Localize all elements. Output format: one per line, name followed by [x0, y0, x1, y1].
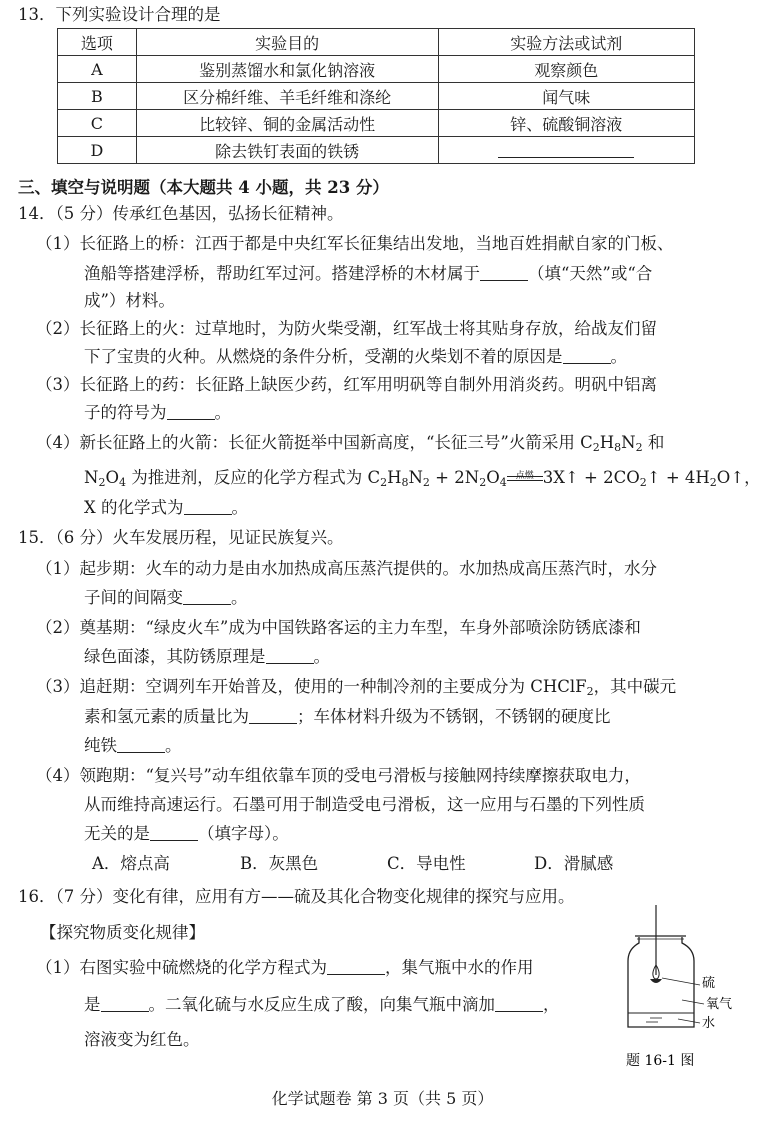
q15-option-b: B．灰黑色 — [240, 854, 319, 873]
q16-p1-line3: 溶液变为红色。 — [84, 1030, 200, 1049]
text: N — [408, 468, 423, 487]
answer-blank — [183, 588, 231, 605]
text: 子间的间隔变 — [84, 588, 183, 607]
text: 3X↑ + 2CO — [542, 468, 640, 487]
answer-blank — [117, 736, 165, 753]
subscript: 2 — [422, 476, 430, 489]
text: 绿色面漆，其防锈原理是 — [84, 647, 266, 666]
cell-option: D — [58, 137, 137, 164]
answer-blank — [101, 995, 149, 1012]
q13-table — [57, 28, 695, 164]
text: N — [621, 433, 636, 452]
subscript: 4 — [499, 476, 507, 489]
cell-option: C — [58, 110, 137, 137]
text: ， — [543, 995, 560, 1014]
pointer-line — [682, 1000, 704, 1004]
text: 。 — [610, 347, 627, 366]
q14-p2-line2 — [84, 345, 627, 369]
q15-p1-line2 — [84, 586, 248, 610]
text: 和 — [642, 433, 665, 452]
text: 。 — [231, 588, 248, 607]
cell-method — [438, 137, 694, 164]
subscript: 2 — [592, 441, 600, 454]
text: O↑， — [716, 468, 761, 487]
cell-purpose: 除去铁钉表面的铁锈 — [136, 137, 438, 164]
text: ↑ + 4H — [646, 468, 710, 487]
text: O — [486, 468, 500, 487]
text: 下了宝贵的火种。从燃烧的条件分析，受潮的火柴划不着的原因是 — [84, 347, 563, 366]
answer-blank — [167, 403, 215, 420]
cell-option: B — [58, 83, 137, 110]
q14-p1-line2 — [84, 262, 652, 286]
section-title: 三、填空与说明题（本大题共 4 小题，共 23 分） — [18, 178, 389, 197]
q16-p1-line1 — [36, 956, 534, 980]
q15-option-c: C．导电性 — [387, 854, 466, 873]
text: 素和氢元素的质量比为 — [84, 707, 249, 726]
text: 。二氧化硫与水反应生成了酸，向集气瓶中滴加 — [148, 995, 495, 1014]
subscript: 2 — [639, 476, 647, 489]
text: （1）右图实验中硫燃烧的化学方程式为 — [36, 958, 327, 977]
subscript: 2 — [635, 441, 643, 454]
text: 渔船等搭建浮桥，帮助红军过河。搭建浮桥的木材属于 — [84, 264, 480, 283]
subscript: 2 — [479, 476, 487, 489]
q15-stem: 15．（6 分）火车发展历程，见证民族复兴。 — [18, 528, 344, 547]
table-row — [58, 137, 695, 164]
subscript: 8 — [614, 441, 622, 454]
cell-method: 观察颜色 — [438, 56, 694, 83]
q15-option-a: A．熔点高 — [92, 854, 170, 873]
text: + 2N — [429, 468, 480, 487]
q14-p4-line2 — [84, 466, 761, 490]
figure-caption: 题 16-1 图 — [626, 1053, 695, 1069]
answer-blank — [498, 141, 634, 158]
q16-heading: 【探究物质变化规律】 — [40, 923, 205, 942]
figure-16-1 — [612, 905, 762, 1075]
page-footer: 化学试题卷 第 3 页（共 5 页） — [271, 1089, 494, 1108]
text: 。 — [165, 736, 182, 755]
text: O — [105, 468, 119, 487]
text: 。 — [313, 647, 330, 666]
subscript: 2 — [380, 476, 388, 489]
q14-stem: 14．（5 分）传承红色基因，弘扬长征精神。 — [18, 204, 344, 223]
answer-blank — [150, 824, 198, 841]
q13-stem: 13．下列实验设计合理的是 — [18, 5, 221, 24]
q15-p3-line1 — [36, 675, 676, 699]
text: 纯铁 — [84, 736, 117, 755]
table-row — [58, 56, 695, 83]
text: 子的符号为 — [84, 403, 167, 422]
q15-p2-line2 — [84, 645, 330, 669]
q16-p1-line2 — [84, 993, 560, 1017]
answer-blank — [495, 995, 543, 1012]
text: H — [599, 433, 615, 452]
text: ，集气瓶中水的作用 — [385, 958, 534, 977]
q15-option-d: D．滑腻感 — [534, 854, 614, 873]
subscript: 2 — [586, 685, 594, 698]
text: 。 — [231, 498, 248, 517]
text: （填字母）。 — [198, 824, 289, 843]
q14-p3-line2 — [84, 401, 231, 425]
cell-purpose: 区分棉纤维、羊毛纤维和涤纶 — [136, 83, 438, 110]
header-option: 选项 — [58, 29, 137, 56]
table-header-row — [58, 29, 695, 56]
q14-p3-line1: （3）长征路上的药：长征路上缺医少药，红军用明矾等自制外用消炎药。明矾中铝离 — [36, 375, 657, 394]
answer-blank — [480, 264, 528, 281]
q14-p4-line1 — [36, 431, 664, 455]
answer-blank — [563, 347, 611, 364]
text: ，其中碳元 — [593, 677, 677, 696]
table-row — [58, 110, 695, 137]
text: N — [84, 468, 99, 487]
cell-method: 闻气味 — [438, 83, 694, 110]
text: H — [387, 468, 402, 487]
subscript: 2 — [709, 476, 717, 489]
text: X 的化学式为 — [84, 498, 184, 517]
q14-p1-line3: 成”）材料。 — [84, 291, 175, 310]
q15-p4-line3 — [84, 822, 289, 846]
cell-method: 锌、硫酸铜溶液 — [438, 110, 694, 137]
q15-p3-line3 — [84, 734, 182, 758]
subscript: 4 — [118, 476, 126, 489]
answer-blank — [184, 498, 232, 515]
header-method: 实验方法或试剂 — [438, 29, 694, 56]
q14-p2-line1: （2）长征路上的火：过草地时，为防火柴受潮，红军战士将其贴身存放，给战友们留 — [36, 319, 657, 338]
cell-purpose: 比较锌、铜的金属活动性 — [136, 110, 438, 137]
text: 是 — [84, 995, 101, 1014]
q15-p4-line1: （4）领跑期：“复兴号”动车组依靠车顶的受电弓滑板与接触网持续摩擦获取电力， — [36, 766, 641, 785]
answer-blank — [266, 647, 314, 664]
reaction-condition: 点燃 — [515, 471, 534, 481]
label-oxygen: 氧气 — [706, 997, 733, 1012]
text: （3）追赶期：空调列车开始普及，使用的一种制冷剂的主要成分为 CHClF — [36, 677, 587, 696]
subscript: 2 — [98, 476, 106, 489]
text: （4）新长征路上的火箭：长征火箭挺举中国新高度，“长征三号”火箭采用 C — [36, 433, 593, 452]
pointer-line — [678, 1019, 700, 1023]
text: ；车体材料升级为不锈钢，不锈钢的硬度比 — [297, 707, 611, 726]
answer-blank — [249, 707, 297, 724]
cell-purpose: 鉴别蒸馏水和氯化钠溶液 — [136, 56, 438, 83]
label-water: 水 — [702, 1016, 716, 1031]
table-row — [58, 83, 695, 110]
text: 无关的是 — [84, 824, 150, 843]
text: 为推进剂，反应的化学方程式为 C — [125, 468, 381, 487]
text: 。 — [214, 403, 231, 422]
q15-p1-line1: （1）起步期：火车的动力是由水加热成高压蒸汽提供的。水加热成高压蒸汽时，水分 — [36, 559, 657, 578]
text: （填“天然”或“合 — [528, 264, 653, 283]
q15-p4-line2: 从而维持高速运行。石墨可用于制造受电弓滑板，这一应用与石墨的下列性质 — [84, 795, 645, 814]
spoon-icon — [650, 979, 662, 983]
label-sulfur: 硫 — [702, 976, 716, 991]
answer-blank — [327, 958, 385, 975]
q15-p2-line1: （2）奠基期：“绿皮火车”成为中国铁路客运的主力车型，车身外部喷涂防锈底漆和 — [36, 618, 641, 637]
q14-p1-line1: （1）长征路上的桥：江西于都是中央红军长征集结出发地，当地百姓捐献自家的门板、 — [36, 234, 674, 253]
header-purpose: 实验目的 — [136, 29, 438, 56]
q16-stem: 16．（7 分）变化有律，应用有方——硫及其化合物变化规律的探究与应用。 — [18, 887, 575, 906]
cell-option: A — [58, 56, 137, 83]
subscript: 8 — [401, 476, 409, 489]
q15-p3-line2 — [84, 705, 611, 729]
q14-p4-line3 — [84, 496, 248, 520]
